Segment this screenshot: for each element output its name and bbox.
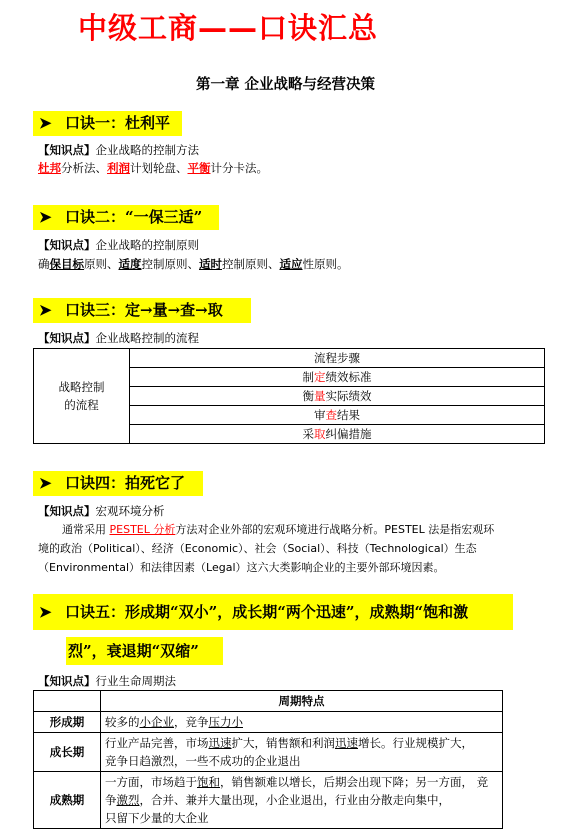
desc-line xyxy=(105,809,498,827)
text-run: ，竞争 xyxy=(174,715,209,729)
text-run: 小企业 xyxy=(139,715,174,729)
text-run: ，合并、兼并大量出现，小企业退出，行业由分散走向集中， xyxy=(139,793,450,807)
text-run: 只留下少量的大企业 xyxy=(105,811,209,825)
arrow-bullet-icon: ➤ xyxy=(39,301,52,319)
kp-tag: 【知识点】 xyxy=(38,331,96,345)
text-run: 实际绩效 xyxy=(325,389,372,403)
flow-label: 战略控制 的流程 xyxy=(58,380,105,412)
text-run: ，销售额难以增长，后期会出现下降；另一方面， 竞 xyxy=(220,775,489,789)
text-run: 计分卡法。 xyxy=(210,161,268,175)
flow-step xyxy=(130,368,545,387)
section-heading-1-text: 口诀一：杜利平 xyxy=(65,114,171,132)
text-run: 绩效标准 xyxy=(325,370,372,384)
text-run: 适应 xyxy=(279,257,303,271)
col-header: 周期特点 xyxy=(101,691,503,712)
text-run: 查 xyxy=(325,408,337,422)
text-run: 通常采用 xyxy=(62,523,110,536)
text-run: 采 xyxy=(302,427,314,441)
text-run: 迅速 xyxy=(208,736,232,750)
text-run: 结果 xyxy=(337,408,360,422)
text-run: 较多的 xyxy=(105,715,140,729)
text-run: 适时 xyxy=(199,257,222,271)
text-run: 量 xyxy=(314,389,326,403)
knowledge-point-1 xyxy=(38,142,199,158)
desc-line xyxy=(105,773,498,791)
flow-step xyxy=(130,387,545,406)
knowledge-point-5 xyxy=(38,673,176,689)
kp-text: 企业战略的控制方法 xyxy=(95,143,199,157)
arrow-bullet-icon: ➤ xyxy=(39,603,52,621)
text-run: 流程步骤 xyxy=(314,351,360,365)
section-heading-5 xyxy=(33,594,513,630)
section-heading-4 xyxy=(33,471,203,496)
text-run: 饱和 xyxy=(197,775,220,789)
knowledge-point-3 xyxy=(38,330,199,346)
kp-text: 行业生命周期法 xyxy=(95,674,176,688)
text-run: 激烈 xyxy=(116,793,140,807)
stage-desc xyxy=(101,712,503,733)
section-heading-2-text: 口诀二：“一保三适” xyxy=(65,208,203,226)
text-run: 压力小 xyxy=(208,715,243,729)
control-flow-table xyxy=(33,348,545,444)
knowledge-point-4 xyxy=(38,503,165,519)
text-run: 原则、 xyxy=(84,257,119,271)
text-run: 竞争日趋激烈，一些不成功的企业退出 xyxy=(105,754,301,768)
text-run: 控制原则、 xyxy=(222,257,280,271)
desc-line xyxy=(105,752,498,770)
text-run: 取 xyxy=(314,427,326,441)
chapter-title: 第一章 企业战略与经营决策 xyxy=(195,76,376,93)
text-run: 衡 xyxy=(302,389,314,403)
stage-header-empty xyxy=(34,691,101,712)
pestel-para-line2: 境的政治（Political）、经济（Economic）、社会（Social）、科技（Technological）生态 xyxy=(38,542,477,555)
arrow-bullet-icon: ➤ xyxy=(39,208,52,226)
text-run: 审 xyxy=(314,408,326,422)
text-run: 扩大，销售额和利润 xyxy=(231,736,335,750)
text-run: 控制原则、 xyxy=(141,257,199,271)
kp-tag: 【知识点】 xyxy=(38,238,96,252)
desc-line xyxy=(105,791,498,809)
flow-step xyxy=(130,425,545,444)
arrow-bullet-icon: ➤ xyxy=(39,474,52,492)
text-run: 确 xyxy=(38,257,50,271)
flow-step xyxy=(130,349,545,368)
text-run: 制 xyxy=(302,370,314,384)
pestel-para-line3: （Environmental）和法律因素（Legal）这六大类影响企业的主要外部环境因素。 xyxy=(38,561,445,574)
stage-desc xyxy=(101,733,503,772)
section-heading-5-cont: 烈”，衰退期“双缩” xyxy=(66,637,223,665)
kp-tag: 【知识点】 xyxy=(38,504,96,518)
pestel-para-line1 xyxy=(62,522,494,538)
text-run: 纠偏措施 xyxy=(325,427,372,441)
flow-step xyxy=(130,406,545,425)
text-run: 计划轮盘、 xyxy=(130,161,188,175)
section-heading-5-text: 口诀五：形成期“双小”，成长期“两个迅速”，成熟期“饱和激 xyxy=(65,603,469,621)
section-heading-4-text: 口诀四：拍死它了 xyxy=(65,474,186,492)
text-run: 行业产品完善，市场 xyxy=(105,736,209,750)
section-heading-1 xyxy=(33,111,182,136)
principle-line xyxy=(38,256,349,272)
kp-text: 企业战略的控制原则 xyxy=(95,238,199,252)
stage-name: 成熟期 xyxy=(34,772,101,829)
text-run: 保目标 xyxy=(49,257,84,271)
text-run: 一方面，市场趋于 xyxy=(105,775,197,789)
knowledge-point-2 xyxy=(38,237,199,253)
method-line xyxy=(38,160,268,176)
section-heading-3 xyxy=(33,298,251,323)
text-run[interactable]: PESTEL 分析 xyxy=(109,523,176,536)
text-run: 分析法、 xyxy=(61,161,107,175)
text-run: 利润 xyxy=(107,161,130,175)
section-heading-3-text: 口诀三：定→量→查→取 xyxy=(65,301,223,319)
kp-tag: 【知识点】 xyxy=(38,674,96,688)
kp-text: 宏观环境分析 xyxy=(95,504,165,518)
text-run: 方法对企业外部的宏观环境进行战略分析。PESTEL 法是指宏观环 xyxy=(175,523,495,536)
stage-name: 成长期 xyxy=(34,733,101,772)
text-run: 争 xyxy=(105,793,117,807)
text-run: 平衡 xyxy=(187,161,211,175)
text-run: 适度 xyxy=(118,257,142,271)
text-run: 定 xyxy=(314,370,326,384)
text-run: 性原则。 xyxy=(302,257,349,271)
kp-text: 企业战略控制的流程 xyxy=(95,331,199,345)
lifecycle-table xyxy=(33,690,503,829)
text-run: 杜邦 xyxy=(38,161,61,175)
kp-tag: 【知识点】 xyxy=(38,143,96,157)
stage-name: 形成期 xyxy=(34,712,101,733)
page-title: 中级工商——口诀汇总 xyxy=(78,11,379,45)
stage-desc xyxy=(101,772,503,829)
desc-line xyxy=(105,734,498,752)
desc-line xyxy=(105,713,498,731)
arrow-bullet-icon: ➤ xyxy=(39,114,52,132)
section-heading-2 xyxy=(33,205,219,230)
text-run: 迅速 xyxy=(335,736,358,750)
flow-label-cell xyxy=(34,349,130,444)
text-run: 增长。行业规模扩大， xyxy=(358,736,473,750)
